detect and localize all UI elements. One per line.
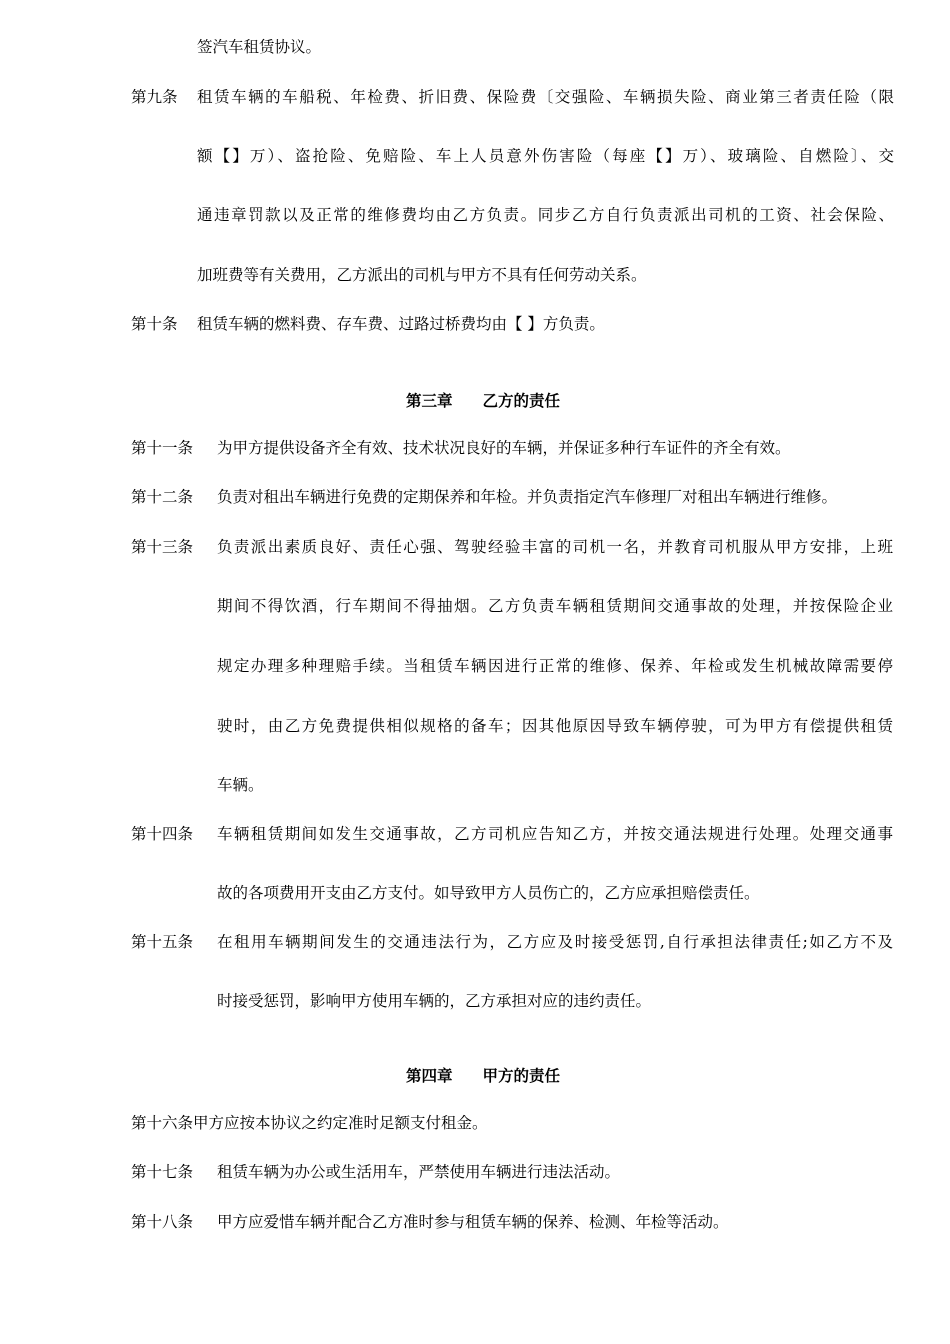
chapter-3-number: 第三章 (405, 391, 453, 410)
article-13-label: 第十三条 (131, 538, 194, 556)
article-13-line-3: 规定办理多种理赔手续。当租赁车辆因进行正常的维修、保养、年检或发生机械故障需要停 (217, 657, 893, 675)
article-9-line-2: 额【】万）、盗抢险、免赔险、车上人员意外伤害险（每座【】万）、玻璃险、自燃险〕、交 (197, 147, 894, 165)
article-15-label: 第十五条 (131, 933, 194, 951)
article-12-line-1: 负责对租出车辆进行免费的定期保养和年检。并负责指定汽车修理厂对租出车辆进行维修。 (217, 488, 838, 506)
article-10-line-1: 租赁车辆的燃料费、存车费、过路过桥费均由【 】方负责。 (197, 315, 605, 333)
article-13-line-4: 驶时，由乙方免费提供相似规格的备车；因其他原因导致车辆停驶，可为甲方有偿提供租赁 (217, 717, 893, 735)
article-9-label: 第九条 (131, 88, 178, 106)
article-18-label: 第十八条 (131, 1213, 194, 1231)
article-14-label: 第十四条 (131, 825, 194, 843)
article-17-label: 第十七条 (131, 1163, 194, 1181)
article-13-line-1: 负责派出素质良好、责任心强、驾驶经验丰富的司机一名，并教育司机服从甲方安排，上班 (217, 538, 893, 556)
article-14-line-2: 故的各项费用开支由乙方支付。如导致甲方人员伤亡的，乙方应承担赔偿责任。 (217, 884, 760, 902)
article-8-tail: 签汽车租赁协议。 (197, 38, 322, 56)
article-10-label: 第十条 (131, 315, 178, 333)
article-17-line-1: 租赁车辆为办公或生活用车，严禁使用车辆进行违法活动。 (217, 1163, 621, 1181)
article-9-line-1: 租赁车辆的车船税、年检费、折旧费、保险费〔交强险、车辆损失险、商业第三者责任险（限 (197, 88, 894, 106)
chapter-4-heading (0, 1066, 950, 1086)
article-13-line-2: 期间不得饮酒，行车期间不得抽烟。乙方负责车辆租赁期间交通事故的处理，并按保险企业 (217, 597, 893, 615)
chapter-3-heading (0, 391, 950, 411)
article-18-line-1: 甲方应爱惜车辆并配合乙方准时参与租赁车辆的保养、检测、年检等活动。 (217, 1213, 729, 1231)
article-11-label: 第十一条 (131, 439, 194, 457)
article-16-line-1: 第十六条甲方应按本协议之约定准时足额支付租金。 (131, 1114, 488, 1132)
chapter-4-number: 第四章 (405, 1066, 453, 1085)
article-15-line-1: 在租用车辆期间发生的交通违法行为，乙方应及时接受惩罚,自行承担法律责任;如乙方不及 (217, 933, 893, 951)
article-13-line-5: 车辆。 (217, 776, 264, 794)
chapter-3-title: 乙方的责任 (482, 391, 561, 410)
article-15-line-2: 时接受惩罚，影响甲方使用车辆的，乙方承担对应的违约责任。 (217, 992, 652, 1010)
article-14-line-1: 车辆租赁期间如发生交通事故，乙方司机应告知乙方，并按交通法规进行处理。处理交通事 (217, 825, 893, 843)
article-11-line-1: 为甲方提供设备齐全有效、技术状况良好的车辆，并保证多种行车证件的齐全有效。 (217, 439, 791, 457)
article-12-label: 第十二条 (131, 488, 194, 506)
article-9-line-4: 加班费等有关费用，乙方派出的司机与甲方不具有任何劳动关系。 (197, 266, 647, 284)
chapter-4-title: 甲方的责任 (482, 1066, 561, 1085)
article-9-line-3: 通违章罚款以及正常的维修费均由乙方负责。同步乙方自行负责派出司机的工资、社会保险、 (197, 206, 894, 224)
